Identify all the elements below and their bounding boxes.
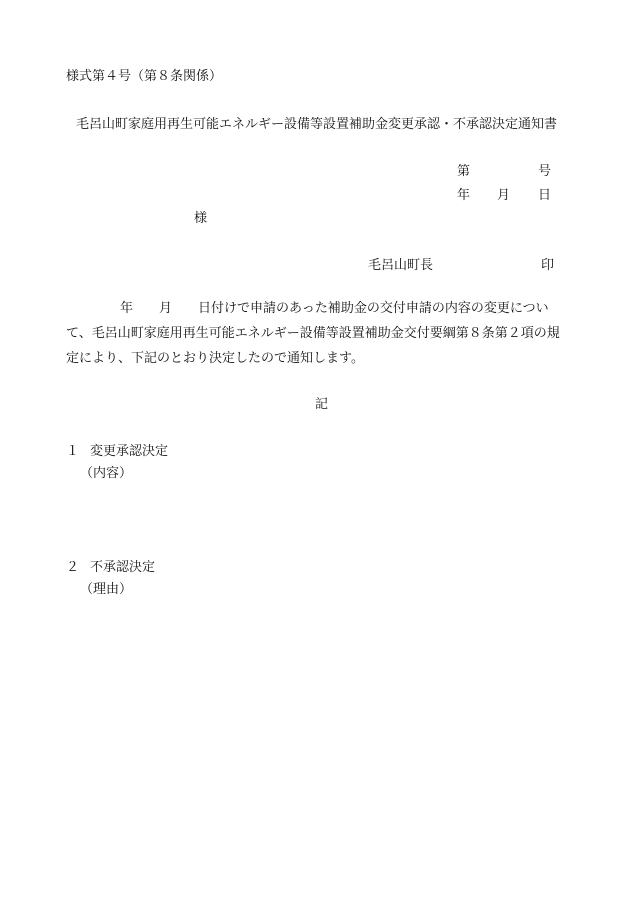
number-suffix: 号: [538, 164, 552, 179]
ki-label: 記: [315, 397, 329, 412]
date-month: 月: [497, 188, 511, 203]
body-paragraph: [66, 296, 586, 371]
section-1-number: １: [66, 444, 80, 459]
body-line: て、毛呂山町家庭用再生可能エネルギー設備等設置補助金交付要綱第８条第２項の規: [66, 326, 560, 341]
body-line: 年 月 日付けで申請のあった補助金の交付申請の内容の変更につい: [120, 301, 549, 316]
seal-mark: 印: [541, 258, 555, 273]
section-1-sub: （内容）: [80, 466, 133, 481]
date-day: 日: [538, 188, 552, 203]
form-number: 様式第４号（第８条関係）: [66, 69, 223, 84]
section-2-heading: 不承認決定: [90, 560, 156, 575]
document-title: 毛呂山町家庭用再生可能エネルギー設備等設置補助金変更承認・不承認決定通知書: [76, 117, 558, 132]
issuer: 毛呂山町長: [368, 258, 434, 273]
section-2-number: ２: [66, 560, 80, 575]
number-prefix: 第: [457, 164, 471, 179]
addressee-honorific: 様: [194, 211, 208, 226]
date-year: 年: [457, 188, 471, 203]
section-1-heading: 変更承認決定: [90, 444, 169, 459]
body-line: 定により、下記のとおり決定したので通知します。: [66, 351, 364, 366]
section-2-sub: （理由）: [80, 582, 133, 597]
